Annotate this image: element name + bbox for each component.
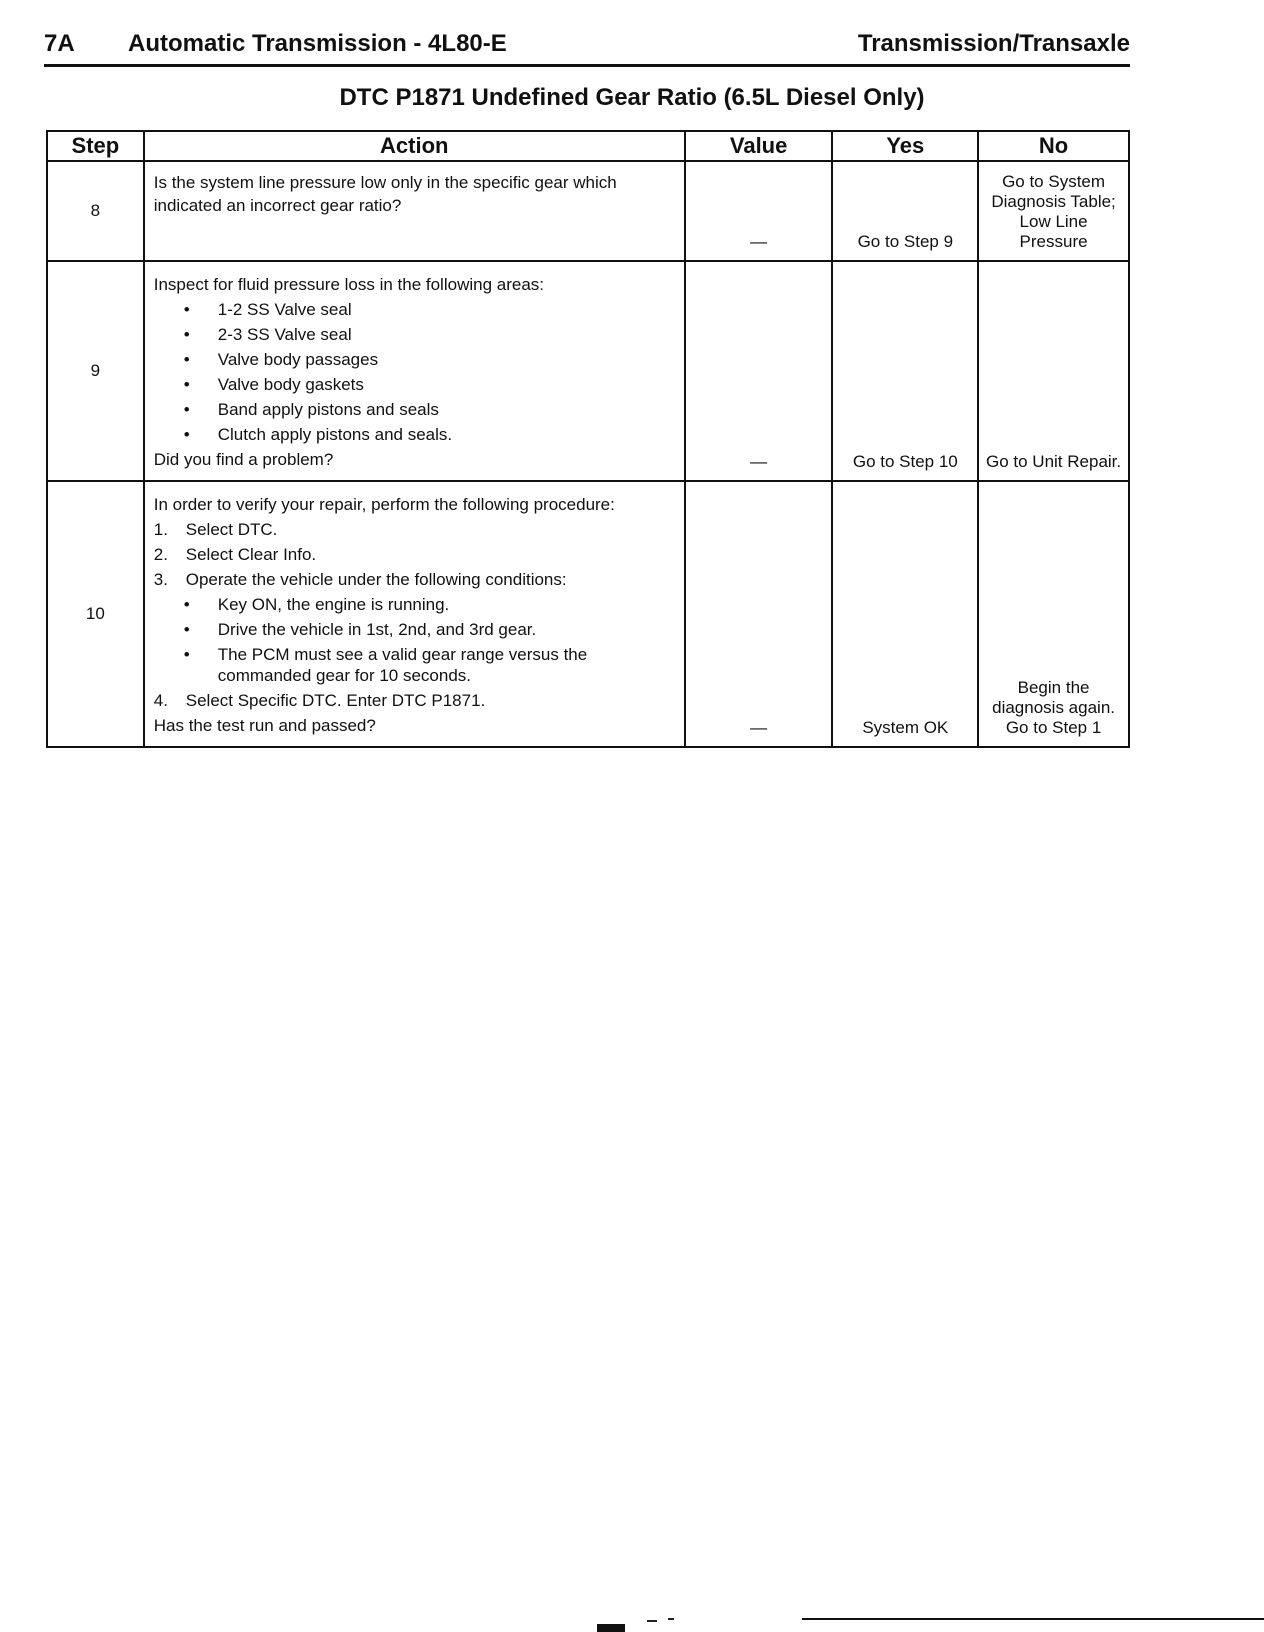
chapter-title: Automatic Transmission - 4L80-E xyxy=(128,30,507,57)
table-row-step-10 xyxy=(47,481,1129,747)
list-item-text: Select Clear Info. xyxy=(185,545,317,564)
column-header-no: No xyxy=(978,131,1129,161)
table-header-row xyxy=(47,131,1129,161)
bullet-icon: • xyxy=(183,325,190,344)
yes-cell: Go to Step 10 xyxy=(832,261,978,481)
bullet-icon: • xyxy=(183,350,190,369)
footer-mark xyxy=(597,1624,625,1632)
list-number: 4. xyxy=(153,691,168,710)
table-row-step-9 xyxy=(47,261,1129,481)
action-text: In order to verify your repair, perform the following procedure: xyxy=(153,495,615,514)
list-item-text: Clutch apply pistons and seals. xyxy=(217,425,453,444)
diagnostic-table xyxy=(46,130,1130,748)
list-item-text: commanded gear for 10 seconds. xyxy=(217,666,472,685)
action-question: Has the test run and passed? xyxy=(153,716,376,735)
no-text: diagnosis again. xyxy=(992,698,1115,717)
list-item xyxy=(154,617,676,642)
page-title: DTC P1871 Undefined Gear Ratio (6.5L Diesel Only) xyxy=(339,84,925,111)
yes-cell: Go to Step 9 xyxy=(832,161,978,261)
no-text: Pressure xyxy=(1019,232,1088,251)
list-item-text: Valve body gaskets xyxy=(217,375,364,394)
list-item-text: Band apply pistons and seals xyxy=(217,400,439,419)
list-item xyxy=(154,517,676,542)
list-item-text: Select DTC. xyxy=(185,520,278,539)
bullet-icon: • xyxy=(183,595,190,614)
bullet-icon: • xyxy=(183,425,190,444)
column-header-action: Action xyxy=(144,131,685,161)
action-cell xyxy=(144,481,685,747)
action-cell xyxy=(144,161,685,261)
list-number: 1. xyxy=(153,520,168,539)
list-item-text: 1-2 SS Valve seal xyxy=(217,300,352,319)
list-item xyxy=(154,297,676,322)
step-number: 10 xyxy=(47,481,144,747)
no-text: Go to System xyxy=(1002,172,1106,191)
list-item xyxy=(154,542,676,567)
list-item-text: Valve body passages xyxy=(217,350,379,369)
bullet-icon: • xyxy=(183,645,190,664)
footer-dash xyxy=(668,1618,674,1620)
step-number: 9 xyxy=(47,261,144,481)
action-text: indicated an incorrect gear ratio? xyxy=(153,196,402,215)
column-header-yes: Yes xyxy=(832,131,978,161)
no-cell: Go to Unit Repair. xyxy=(978,261,1129,481)
action-text: Is the system line pressure low only in the specific gear which xyxy=(153,173,617,192)
value-cell: — xyxy=(685,481,833,747)
step-number: 8 xyxy=(47,161,144,261)
page-header xyxy=(44,30,1130,67)
no-text: Diagnosis Table; xyxy=(991,192,1116,211)
value-cell: — xyxy=(685,161,833,261)
list-item-text: Operate the vehicle under the following conditions: xyxy=(185,570,567,589)
footer-rule xyxy=(802,1618,1264,1620)
table-row-step-8 xyxy=(47,161,1129,261)
list-item xyxy=(154,397,676,422)
list-number: 2. xyxy=(153,545,168,564)
no-text: Begin the xyxy=(1017,678,1090,697)
list-item-text: The PCM must see a valid gear range versus the xyxy=(217,645,588,664)
yes-cell: System OK xyxy=(832,481,978,747)
bullet-icon: • xyxy=(183,400,190,419)
bullet-icon: • xyxy=(183,375,190,394)
list-item xyxy=(154,422,676,447)
chapter-category: Transmission/Transaxle xyxy=(857,30,1130,57)
no-cell xyxy=(978,481,1129,747)
action-cell xyxy=(144,261,685,481)
list-item xyxy=(154,644,676,686)
column-header-value: Value xyxy=(685,131,833,161)
action-text: Inspect for fluid pressure loss in the following areas: xyxy=(153,275,545,294)
bullet-icon: • xyxy=(183,300,190,319)
list-item xyxy=(154,688,676,713)
list-item xyxy=(154,322,676,347)
footer-dash xyxy=(647,1620,657,1622)
no-text: Low Line xyxy=(1019,212,1088,231)
list-item-text: Key ON, the engine is running. xyxy=(217,595,450,614)
value-cell: — xyxy=(685,261,833,481)
column-header-step: Step xyxy=(47,131,144,161)
list-item xyxy=(154,567,676,592)
no-text: Go to Step 1 xyxy=(1005,718,1102,737)
list-item-text: Drive the vehicle in 1st, 2nd, and 3rd gear. xyxy=(217,620,537,639)
section-number: 7A xyxy=(44,30,75,57)
list-item xyxy=(154,347,676,372)
list-item-text: Select Specific DTC. Enter DTC P1871. xyxy=(185,691,486,710)
list-number: 3. xyxy=(153,570,168,589)
no-cell xyxy=(978,161,1129,261)
bullet-icon: • xyxy=(183,620,190,639)
list-item xyxy=(154,372,676,397)
list-item xyxy=(154,592,676,617)
list-item-text: 2-3 SS Valve seal xyxy=(217,325,352,344)
action-question: Did you find a problem? xyxy=(153,450,334,469)
